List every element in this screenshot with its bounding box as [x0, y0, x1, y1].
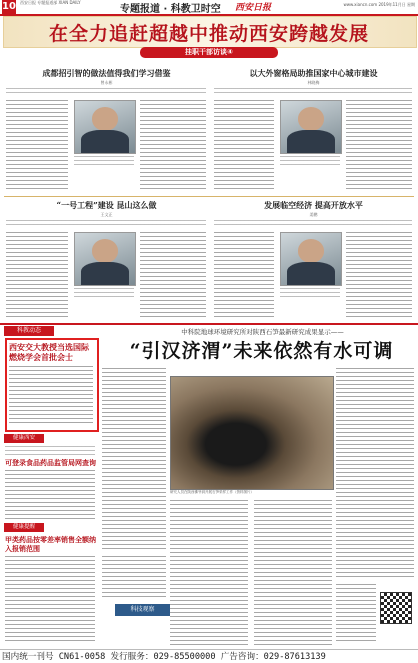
section-tag: 科教动态: [4, 326, 54, 336]
article-1-body-col1: [6, 100, 68, 192]
main-story-body-col4: [336, 368, 414, 580]
article-3-byline: 王文正: [100, 212, 113, 217]
article-4-photo: [280, 232, 342, 286]
cave-photo: [170, 376, 334, 490]
article-1-body-col2: [140, 100, 206, 192]
science-watch-box: 科技观察: [115, 604, 170, 616]
side-tag-2: 健康西安: [4, 434, 44, 443]
article-2-intro: [214, 88, 412, 96]
side-story-title: 西安交大教授当选国际燃烧学会首批会士: [9, 342, 89, 362]
masthead-meta-right: www.xiancn.com 2019年11月日 星期: [343, 2, 415, 7]
footer-info: 国内统一刊号 CN61-0058 发行服务：029-85500000 广告咨询：029-87613139: [2, 652, 326, 662]
article-2-byline: 林晓梅: [307, 80, 320, 85]
main-story-body-col2: [170, 500, 248, 645]
article-1-byline: 曾永彬: [100, 80, 113, 85]
article-2-title: 以大外窗格局助推国家中心城市建设: [249, 68, 378, 78]
cave-photo-caption: 研究人员在陕西佛爷洞开展石笋采样工作（资料图片）: [170, 490, 254, 494]
article-3-caption: [74, 288, 134, 300]
page-headline: 在全力追赶超越中推动西安跨越发展: [48, 23, 369, 45]
main-story-body-col3: [254, 500, 332, 645]
article-4-title: 发展临空经济 提高开放水平: [264, 200, 363, 210]
article-4-body-col1: [214, 232, 274, 318]
side-story-3-body: [5, 556, 95, 644]
side-story-2-kicker: [5, 446, 95, 456]
article-2-caption: [280, 156, 340, 168]
main-story-body-col1b: [102, 556, 166, 600]
side-story-3-title: 甲类药品按零差率销售全额纳入报销范围: [5, 535, 96, 553]
article-4-caption: [280, 288, 340, 300]
article-2-body-col2: [346, 100, 412, 192]
main-story-kicker: 中科院地球环境研究所对陕西石笋最新研究成果显示——: [181, 328, 344, 336]
article-4-byline: 姜鹏: [309, 212, 318, 217]
article-3-body-col2: [140, 232, 206, 318]
page-number: 10: [2, 1, 16, 12]
article-1-caption: [74, 156, 134, 168]
newspaper-logo: 西安日报: [235, 3, 272, 13]
article-3-body-col1: [6, 232, 68, 318]
divider: [4, 196, 414, 197]
main-story-body-col1: [102, 368, 166, 552]
section-divider: [0, 323, 418, 325]
article-3-photo: [74, 232, 136, 286]
article-1-intro: [6, 88, 206, 96]
article-1-title: 成都招引智的做法值得我们学习借鉴: [42, 68, 171, 78]
series-tag: 挂职干部访谈④: [185, 48, 233, 56]
article-2-body-col1: [214, 100, 274, 192]
qr-code-icon: [380, 592, 412, 624]
article-4-intro: [214, 220, 412, 228]
article-2-photo: [280, 100, 342, 154]
main-story-headline: “引汉济渭”未来依然有水可调: [129, 340, 394, 362]
article-1-photo: [74, 100, 136, 154]
main-story-body-col4b: [336, 584, 376, 644]
side-story-2-title: 可登录食品药品监管局网查询: [5, 458, 96, 467]
article-4-body-col2: [346, 232, 412, 318]
article-3-intro: [6, 220, 206, 228]
side-tag-3: 健康提醒: [4, 523, 44, 532]
article-3-title: “一号工程”建设 昆山这么做: [56, 200, 157, 210]
side-story-body: [9, 366, 93, 424]
masthead-meta-left: 西安日报 专题报道部 XIAN DAILY: [20, 0, 81, 5]
section-title: 专题报道 · 科教卫时空: [120, 4, 221, 15]
side-story-2-body: [5, 470, 95, 520]
